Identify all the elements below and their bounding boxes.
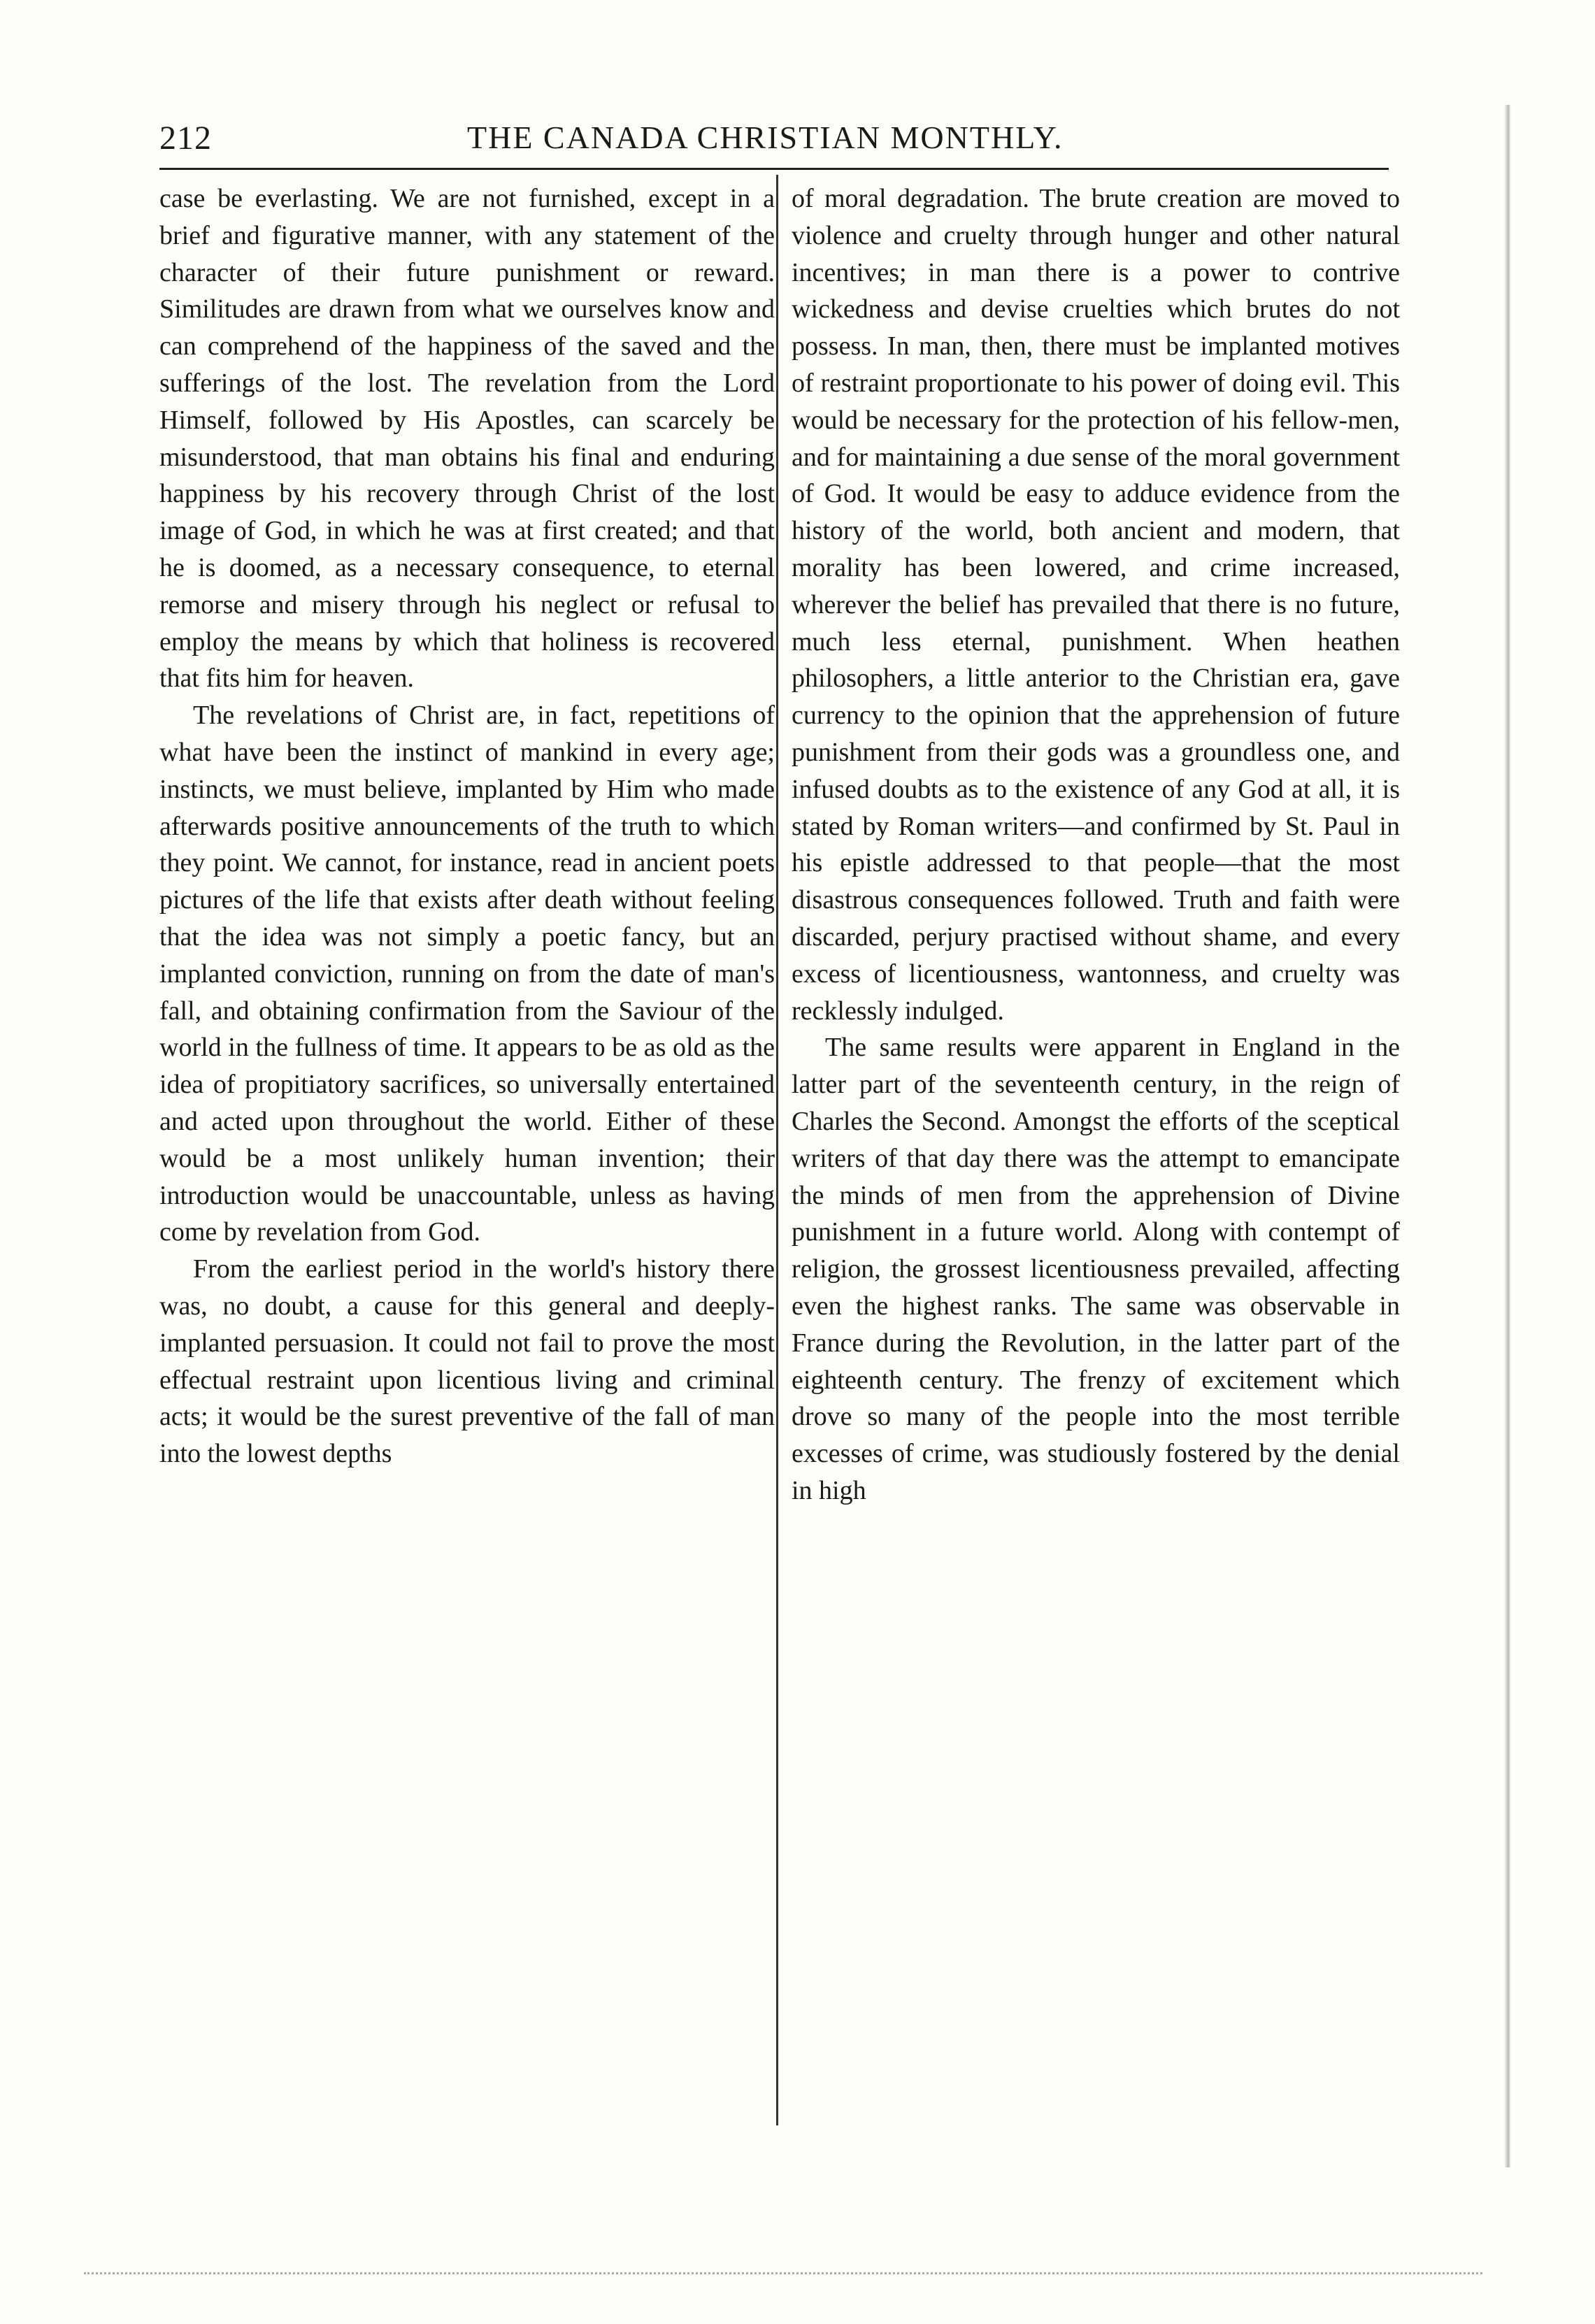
bottom-speckle bbox=[84, 2272, 1482, 2277]
right-paragraph-1: of moral degradation. The brute creation are moved to violence and cruelty through hunger and other natural incentives; in man there is a power to contrive wickedness and devise cruelties which brutes do not possess. In man, then, there must be implanted motives of restraint proportionate to his power of doing evil. This would be necessary for the protection of his fellow-men, and for maintaining a due sense of the moral government of God. It would be easy to adduce evidence from the history of the world, both ancient and modern, that morality has been lowered, and crime increased, wherever the belief has prevailed that there is no future, much less eternal, punishment. When heathen philosophers, a little anterior to the Christian era, gave currency to the opinion that the apprehension of future punishment from their gods was a groundless one, and infused doubts as to the existence of any God at all, it is stated by Roman writers—and confirmed by St. Paul in his epistle addressed to that people—that the most disastrous consequences followed. Truth and faith were discarded, perjury practised without shame, and every excess of licentiousness, wantonness, and cruelty was recklessly indulged. bbox=[792, 184, 1400, 1026]
page-edge-shadow bbox=[1504, 105, 1511, 2167]
page-number: 212 bbox=[159, 120, 212, 157]
right-column bbox=[792, 180, 1400, 1509]
right-paragraph-2: The same results were apparent in England in the latter part of the seventeenth century, in the reign of Charles the Second. Amongst the efforts of the sceptical writers of that day there was the attempt to emancipate the minds of men from the apprehension of Divine punishment in a future world. Along with contempt of religion, the grossest licentiousness prevailed, affecting even the highest ranks. The same was observable in France during the Revolution, in the latter part of the eighteenth century. The frenzy of excitement which drove so many of the people into the most terrible excesses of crime, was studiously fostered by the denial in high bbox=[792, 1033, 1400, 1505]
column-divider bbox=[776, 175, 778, 2125]
left-paragraph-3: From the earliest period in the world's history there was, no doubt, a cause for this general and deeply-implanted persuasion. It could not fail to prove the most effectual restraint upon licentious living and criminal acts; it would be the surest preventive of the fall of man into the lowest depths bbox=[159, 1254, 775, 1469]
left-paragraph-1: case be everlasting. We are not furnished, except in a brief and figurative manner, with any statement of the character of their future punishment or reward. Similitudes are drawn from what we ourselves know and can comprehend of the happiness of the saved and the sufferings of the lost. The revelation from the Lord Himself, followed by His Apostles, can scarcely be misunderstood, that man obtains his final and enduring happiness by his recovery through Christ of the lost image of God, in which he was at first created; and that he is doomed, as a necessary consequence, to eternal remorse and misery through his neglect or refusal to employ the means by which that holiness is recovered that fits him for heaven. bbox=[159, 184, 775, 694]
left-column bbox=[159, 180, 775, 1472]
header-rule bbox=[159, 168, 1389, 170]
page-header bbox=[159, 119, 1390, 168]
running-title: THE CANADA CHRISTIAN MONTHLY. bbox=[467, 120, 1064, 155]
left-paragraph-2: The revelations of Christ are, in fact, repetitions of what have been the instinct of mankind in every age; instincts, we must believe, implanted by Him who made afterwards positive announcements of the truth to which they point. We cannot, for instance, read in ancient poets pictures of the life that exists after death without feeling that the idea was not simply a poetic fancy, but an implanted conviction, running on from the date of man's fall, and obtaining confirmation from the Saviour of the world in the fullness of time. It appears to be as old as the idea of propitiatory sacrifices, so universally entertained and acted upon throughout the world. Either of these would be a most unlikely human invention; their introduction would be unaccountable, unless as having come by revelation from God. bbox=[159, 701, 775, 1247]
